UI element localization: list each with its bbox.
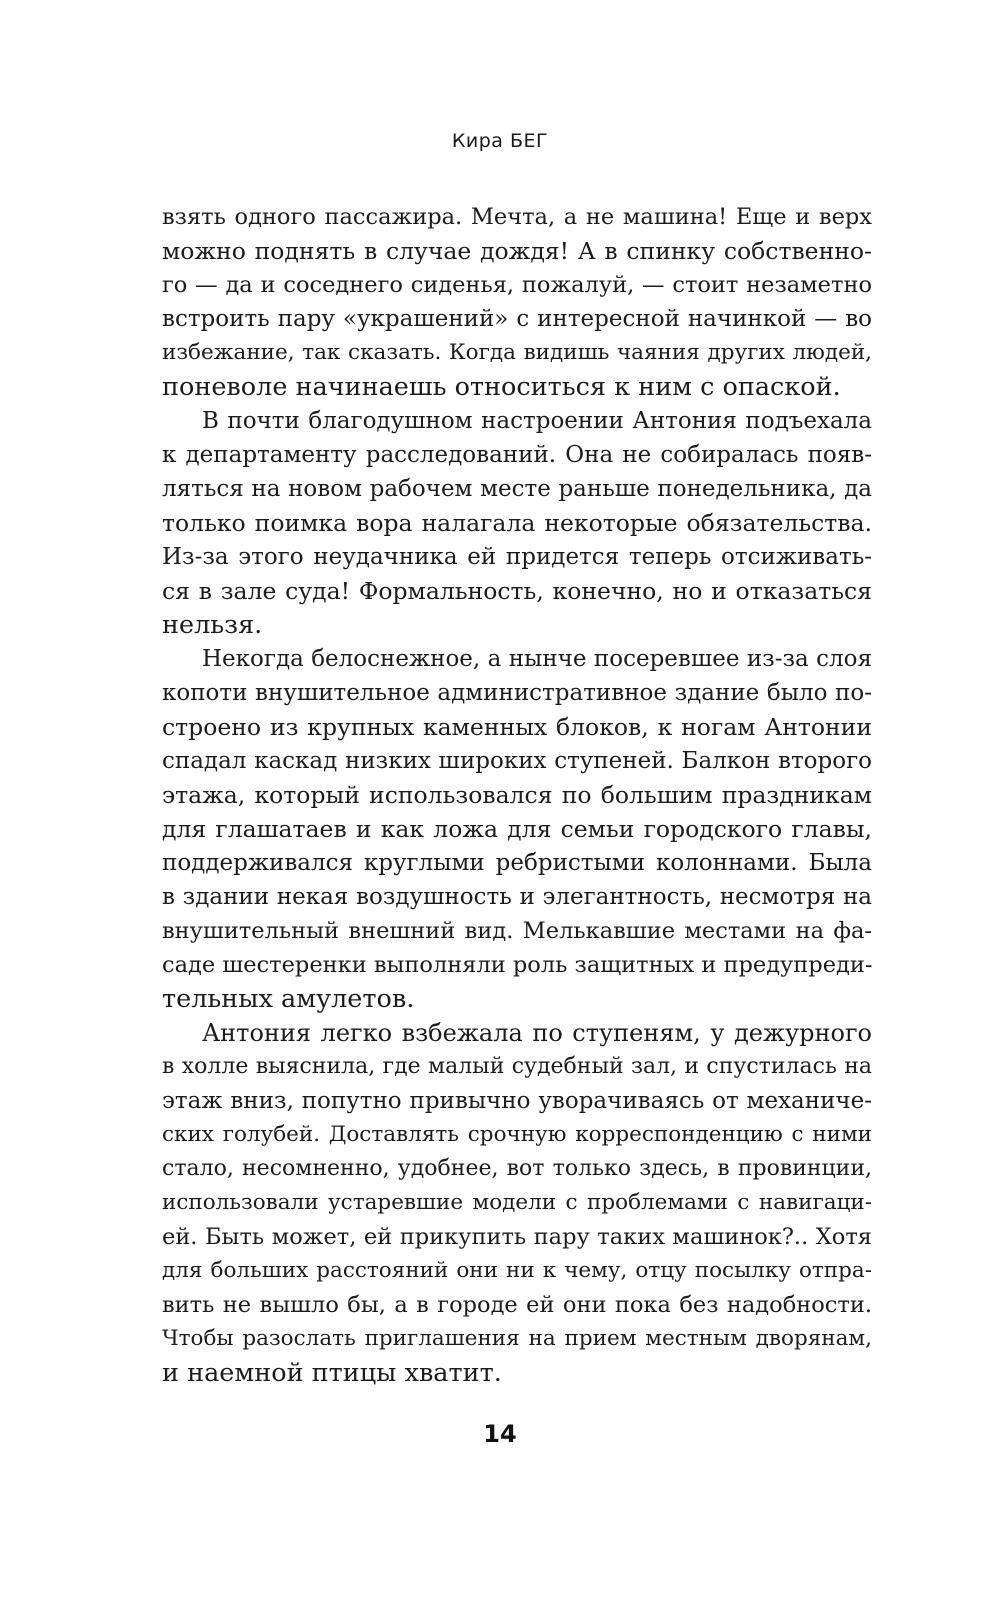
text-line: саде шестеренки выполняли роль защитных и предупреди- — [162, 952, 872, 978]
text-line: поневоле начинаешь относиться к ним с опаской. — [162, 372, 841, 402]
text-line: к департаменту расследований. Она не собиралась появ- — [162, 442, 872, 468]
text-line: только поимка вора налагала некоторые обязательства. — [162, 509, 872, 537]
text-line: Из-за этого неудачника ей придется теперь отсиживать- — [162, 544, 872, 570]
text-line: стало, несомненно, удобнее, вот только здесь, в провинции, — [162, 1156, 872, 1181]
text-line: нельзя. — [162, 610, 263, 640]
text-line: этажа, который использовался по большим праздникам — [162, 781, 872, 809]
text-line: можно поднять в случае дождя! А в спинку собственно- — [162, 237, 872, 265]
text-line: В почти благодушном настроении Антония подъехала — [202, 408, 872, 434]
text-line: для больших расстояний они ни к чему, отцу посылку отпра- — [162, 1258, 872, 1283]
page-number: 14 — [483, 1420, 517, 1448]
text-line: этаж вниз, попутно привычно уворачиваясь от механиче- — [162, 1088, 872, 1114]
running-head-title: Кира БЕГ — [451, 130, 549, 152]
text-line: взять одного пассажира. Мечта, а не машина! Еще и верх — [162, 204, 872, 230]
text-line: для глашатаев и как ложа для семьи городского главы, — [162, 815, 872, 843]
text-line: спадал каскад низких широких ступеней. Балкон второго — [162, 748, 872, 774]
text-line: использовали устаревшие модели с проблемами с навигаци- — [162, 1190, 872, 1215]
text-line: избежание, так сказать. Когда видишь чаяния других людей, — [162, 340, 872, 365]
text-line: Антония легко взбежала по ступеням, у дежурного — [202, 1019, 872, 1047]
text-line: строено из крупных каменных блоков, к ногам Антонии — [162, 713, 872, 741]
text-line: Некогда белоснежное, а нынче посеревшее из-за слоя — [202, 646, 872, 672]
text-line: ся в зале суда! Формальность, конечно, но и отказаться — [162, 577, 872, 605]
text-line: копоти внушительное административное здание было по- — [162, 680, 872, 706]
text-line: внушительный внешний вид. Мелькавшие местами на фа- — [162, 918, 872, 944]
text-line: Чтобы разослать приглашения на прием местным дворянам, — [162, 1326, 872, 1351]
text-line: го — да и соседнего сиденья, пожалуй, — стоит незаметно — [162, 272, 872, 298]
body-text — [162, 200, 872, 1390]
text-line: ских голубей. Доставлять срочную корреспонденцию с ними — [162, 1122, 872, 1147]
text-line: и наемной птицы хватит. — [162, 1358, 502, 1388]
text-line: в холле выяснила, где малый судебный зал, и спустилась на — [162, 1054, 872, 1079]
text-line: встроить пару «украшений» с интересной начинкой — во — [162, 306, 872, 332]
text-line: поддерживался круглыми ребристыми колоннами. Была — [162, 850, 872, 876]
text-line: ляться на новом рабочем месте раньше понедельника, да — [162, 476, 872, 502]
text-line: в здании некая воздушность и элегантность, несмотря на — [162, 884, 872, 910]
text-line: ей. Быть может, ей прикупить пару таких машинок?.. Хотя — [162, 1224, 872, 1250]
text-line: тельных амулетов. — [162, 984, 415, 1014]
text-line: вить не вышло бы, а в городе ей они пока без надобности. — [162, 1292, 872, 1318]
